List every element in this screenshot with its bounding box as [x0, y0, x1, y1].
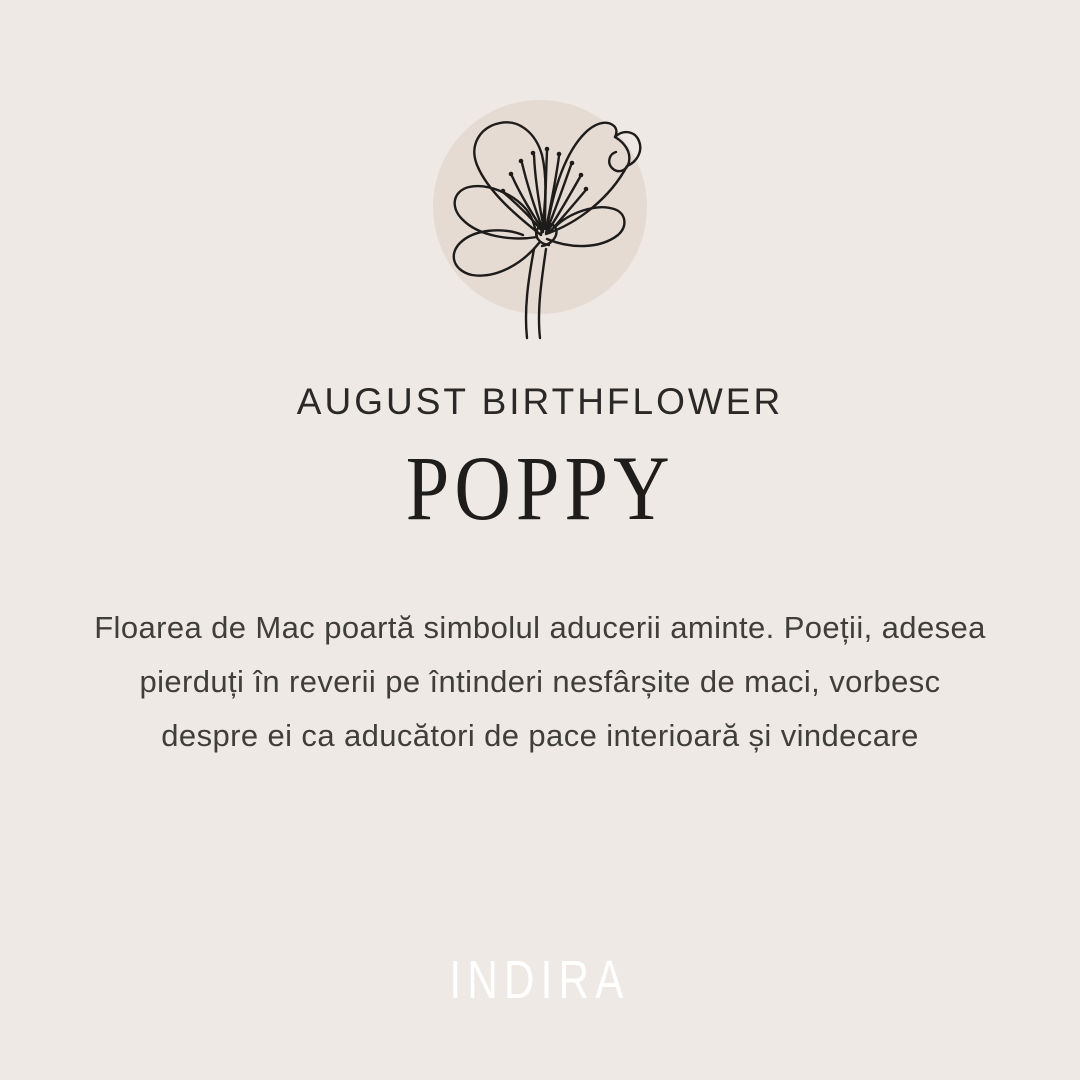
- poppy-flower-icon: [420, 88, 660, 352]
- page-title-text: POPPY: [405, 437, 675, 539]
- description-line: despre ei ca aducători de pace interioară și vindecare: [161, 718, 919, 753]
- description-line: Floarea de Mac poartă simbolul aducerii aminte. Poeții, adesea: [94, 610, 986, 645]
- brand-wordmark: [0, 948, 1080, 1012]
- brand-wordmark-text: INDIRA: [449, 950, 631, 1010]
- eyebrow-label: AUGUST BIRTHFLOWER: [296, 381, 784, 422]
- description-line: pierduți în reverii pe întinderi nesfârșite de maci, vorbesc: [139, 664, 941, 699]
- page-title: [0, 438, 1080, 538]
- description-paragraph: [40, 601, 1040, 763]
